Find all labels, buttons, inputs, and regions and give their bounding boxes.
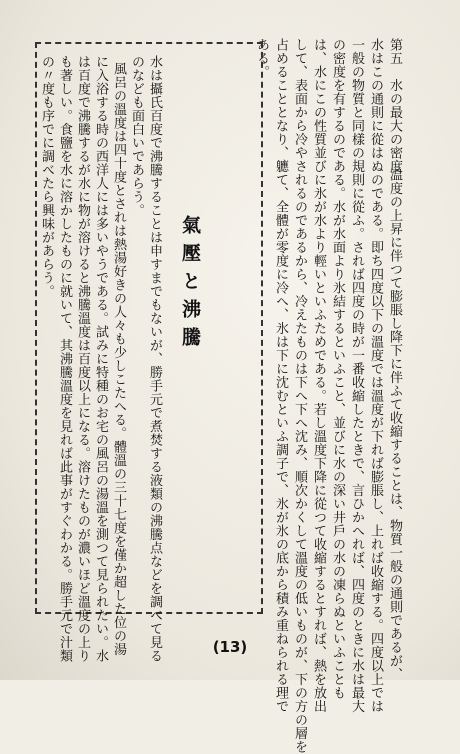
page-number: (13) [212, 638, 248, 656]
body-line-8: ある。 [254, 38, 269, 79]
body-line-3: 一般の物質と同樣の規則に從ふ。されば四度の時が一番收縮したときで、言ひかへれば、四度のときに水は最大 [349, 38, 364, 713]
body-line-4: の密度を有するのである。水が水面より氷結するといふこと、並びに水の深い井戶の水の凍らぬといふことも [330, 38, 345, 700]
body-line-1: 温度の上昇に伴つて膨脹し降下に伴ふて收縮することは、物質一般の通則であるが、 [387, 168, 402, 681]
sidebar-line-6: も著しい。食鹽を水に溶かしたものに就いて、其沸騰溫度を見れば此事がすぐわかる。勝手元で汁類 [57, 55, 72, 663]
body-line-5: は、水にこの性質並びに氷が水より輕いといふためである。若し溫度下降に從つて收縮するとすれば、熱を放出 [311, 38, 326, 713]
sidebar-line-1: 水は攝氏百度で沸騰することは申すまでもないが、勝手元で煮焚する液類の沸騰点などを調べて見る [147, 55, 162, 663]
body-line-2: 水はこの通則に從はぬのである。即ち四度以下の溫度では溫度が下れば膨脹し、上れば收縮する。四度以上では [368, 38, 383, 713]
sidebar-line-5: は百度で沸騰するが水に物が溶けると沸騰溫度は百度以上になる。溶けたものが濃いほど溫度の上り [75, 55, 90, 663]
section-heading: 第五 水の最大の密度 [387, 38, 402, 173]
sidebar-line-2: のなども面白いであらう。 [129, 55, 144, 217]
sidebar-line-4: に入浴する時の西洋人には多いやうである。試みに特種のお宅の風呂の湯溫を測つて見られたい。水 [93, 55, 108, 663]
sidebar-line-3: 風呂の溫度は四十度とされは熱湯好きの人々も少しこたへる。體溫の三十七度を僅か超した位の湯 [111, 62, 126, 656]
sidebar-title: 氣壓と沸騰 [179, 215, 201, 355]
body-line-6: して、表面から冷やされるのであるから、冷えたものは下へ下へ沈み、順次かくして溫度の低いものが、下の方の層を [292, 38, 307, 754]
sidebar-line-7: の〃度も序でに調べたら興味があらう。 [39, 55, 54, 298]
body-line-7: 占めることとなり、軈て、全體が零度に冷へ、氷は下に沈むといふ調子で、氷が氷の底から積み重ねられる理で [273, 38, 288, 713]
